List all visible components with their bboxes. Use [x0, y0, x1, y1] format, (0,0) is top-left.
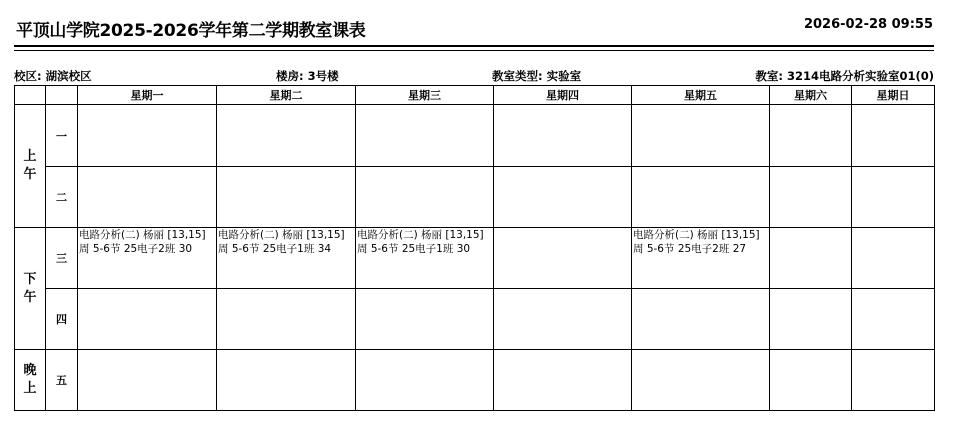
table-row [15, 350, 935, 411]
timetable-cell[interactable] [78, 350, 217, 411]
timetable-cell[interactable] [78, 105, 217, 167]
slot-label: 三 [46, 228, 78, 289]
timetable-cell[interactable] [217, 167, 356, 228]
day-header-fri: 星期五 [632, 86, 770, 105]
course-line: 周 5-6节 25电子2班 30 [79, 242, 193, 255]
timetable-cell-sat[interactable] [770, 228, 852, 289]
course-line: 周 5-6节 25电子1班 30 [357, 242, 471, 255]
timetable-cell[interactable] [770, 167, 852, 228]
timetable-cell[interactable] [217, 350, 356, 411]
page-title: 平顶山学院2025-2026学年第二学期教室课表 [16, 21, 366, 41]
timetable [14, 85, 934, 412]
timetable-cell[interactable] [494, 105, 632, 167]
day-header-row [15, 86, 935, 105]
slot-label: 五 [46, 350, 78, 411]
timetable-cell-fri[interactable] [632, 228, 770, 289]
day-header-mon: 星期一 [78, 86, 217, 105]
timetable-cell-tue[interactable] [217, 228, 356, 289]
slot-label: 四 [46, 289, 78, 350]
course-line: 周 5-6节 25电子2班 27 [633, 242, 747, 255]
timetable-cell[interactable] [494, 167, 632, 228]
timetable-cell-wed[interactable] [356, 228, 494, 289]
timetable-cell[interactable] [852, 350, 935, 411]
timetable-cell[interactable] [356, 350, 494, 411]
course-line: 电路分析(二) 杨丽 [13,15] [357, 229, 484, 241]
course-line: 电路分析(二) 杨丽 [13,15] [218, 229, 345, 241]
timetable-cell[interactable] [770, 289, 852, 350]
timetable-cell[interactable] [356, 289, 494, 350]
course-entry[interactable] [217, 228, 355, 256]
course-line: 电路分析(二) 杨丽 [13,15] [79, 229, 206, 241]
timetable-cell[interactable] [356, 105, 494, 167]
table-row [15, 167, 935, 228]
title-rule-thin [14, 50, 934, 51]
timetable-cell[interactable] [852, 167, 935, 228]
timetable-cell[interactable] [217, 289, 356, 350]
title-rule-thick [14, 45, 934, 47]
timetable-cell[interactable] [217, 105, 356, 167]
timetable-cell[interactable] [78, 289, 217, 350]
timetable-cell[interactable] [852, 105, 935, 167]
timetable-cell-sun[interactable] [852, 228, 935, 289]
timetable-cell[interactable] [852, 289, 935, 350]
timetable-cell[interactable] [632, 289, 770, 350]
day-header-tue: 星期二 [217, 86, 356, 105]
day-header-sat: 星期六 [770, 86, 852, 105]
timetable-cell-mon[interactable] [78, 228, 217, 289]
slot-label: 一 [46, 105, 78, 167]
course-entry[interactable] [632, 228, 769, 256]
day-header-thu: 星期四 [494, 86, 632, 105]
room-type-label: 教室类型: 实验室 [492, 69, 582, 83]
timetable-cell[interactable] [632, 167, 770, 228]
period-afternoon: 下 午 [15, 228, 46, 350]
campus-label: 校区: 湖滨校区 [14, 69, 92, 83]
print-timestamp: 2026-02-28 09:55 [803, 17, 933, 32]
course-entry[interactable] [78, 228, 216, 256]
timetable-cell[interactable] [356, 167, 494, 228]
period-evening: 晚 上 [15, 350, 46, 411]
corner-cell [46, 86, 78, 105]
period-morning: 上 午 [15, 105, 46, 228]
timetable-cell[interactable] [770, 105, 852, 167]
timetable-cell[interactable] [494, 350, 632, 411]
room-label: 教室: 3214电路分析实验室01(0) [755, 69, 934, 83]
day-header-sun: 星期日 [852, 86, 935, 105]
timetable-cell[interactable] [632, 105, 770, 167]
timetable-cell-thu[interactable] [494, 228, 632, 289]
timetable-cell[interactable] [632, 350, 770, 411]
course-line: 电路分析(二) 杨丽 [13,15] [633, 229, 760, 241]
table-row [15, 228, 935, 289]
course-entry[interactable] [356, 228, 493, 256]
timetable-cell[interactable] [494, 289, 632, 350]
timetable-cell[interactable] [78, 167, 217, 228]
timetable-cell[interactable] [770, 350, 852, 411]
slot-label: 二 [46, 167, 78, 228]
corner-cell [15, 86, 46, 105]
table-row [15, 289, 935, 350]
course-line: 周 5-6节 25电子1班 34 [218, 242, 332, 255]
building-label: 楼房: 3号楼 [276, 69, 339, 83]
day-header-wed: 星期三 [356, 86, 494, 105]
table-row [15, 105, 935, 167]
